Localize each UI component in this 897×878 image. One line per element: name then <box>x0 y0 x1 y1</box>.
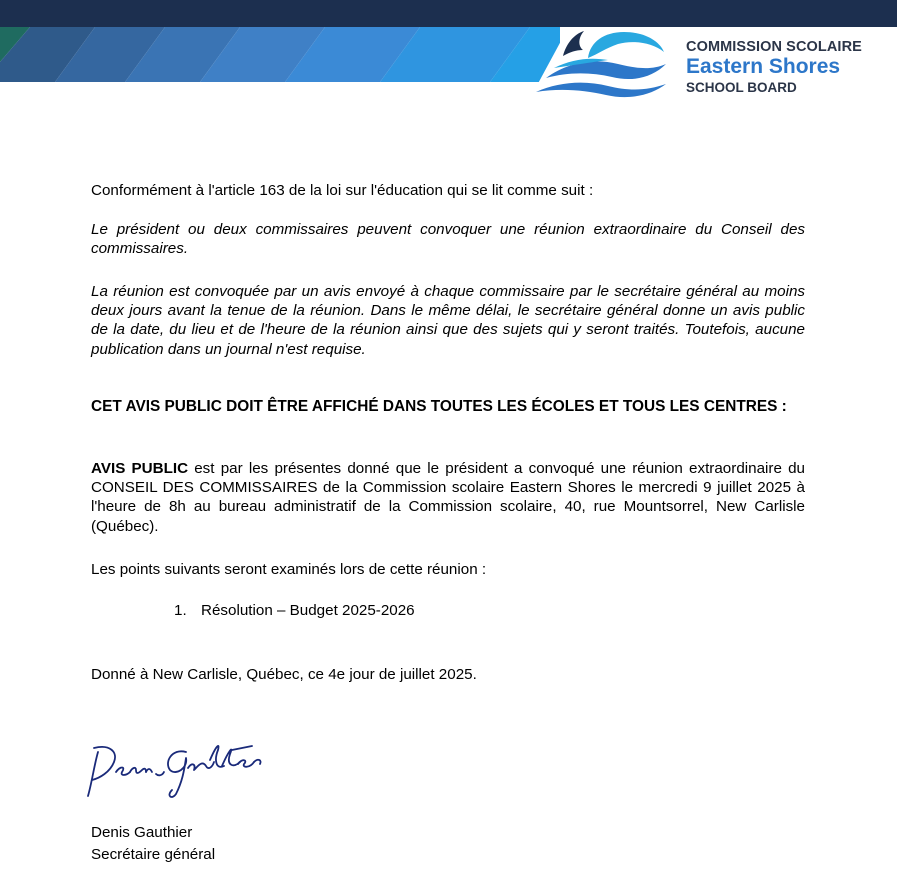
notice-heading: CET AVIS PUBLIC DOIT ÊTRE AFFICHÉ DANS TOUTES LES ÉCOLES ET TOUS LES CENTRES : <box>91 398 787 415</box>
intro-paragraph: Conformément à l'article 163 de la loi sur l'éducation qui se lit comme suit : <box>91 182 594 199</box>
public-notice-paragraph <box>91 459 805 536</box>
agenda-list <box>91 601 805 620</box>
law-quote-paragraph-2: La réunion est convoquée par un avis envoyé à chaque commissaire par le secrétaire général au moins deux jours avant la tenue de la réunion. Dans le même délai, le secrétaire général donne un avis public de la date, du lieu et de l'heure de la réunion ainsi que des sujets qui y seront traités. Toutefois, aucune publication dans un journal n'est requise. <box>91 283 805 358</box>
logo-text <box>686 38 862 97</box>
letter-body <box>91 181 805 684</box>
agenda-item <box>91 601 805 620</box>
signer-name: Denis Gauthier <box>91 824 193 841</box>
org-name-line2: Eastern Shores <box>686 55 841 78</box>
given-at-line: Donné à New Carlisle, Québec, ce 4e jour de juillet 2025. <box>91 666 477 683</box>
header-bar <box>0 0 897 27</box>
handwritten-signature <box>84 738 269 800</box>
agenda-item-number: 1. <box>174 602 187 619</box>
org-name-line3: SCHOOL BOARD <box>686 80 797 95</box>
signer-title: Secrétaire général <box>91 846 216 863</box>
points-intro: Les points suivants seront examinés lors de cette réunion : <box>91 561 487 578</box>
signer-block <box>91 822 215 866</box>
header-stripes <box>0 27 560 82</box>
agenda-item-text: Résolution – Budget 2025-2026 <box>201 602 415 619</box>
notice-text: est par les présentes donné que le président a convoqué une réunion extraordinaire du CONSEIL DES COMMISSAIRES de la Commission scolaire Eastern Shores le mercredi 9 juillet 2025 à l'heure de 8h au bureau administratif de la Commission scolaire, 40, rue Mountsorrel, New Carlisle (Québec). <box>91 460 805 535</box>
org-name-line1: COMMISSION SCOLAIRE <box>686 39 862 55</box>
notice-lead: AVIS PUBLIC <box>91 460 189 477</box>
law-quote-paragraph-1: Le président ou deux commissaires peuvent convoquer une réunion extraordinaire du Conseil des commissaires. <box>91 221 805 258</box>
logo-wave-emblem <box>528 28 668 102</box>
